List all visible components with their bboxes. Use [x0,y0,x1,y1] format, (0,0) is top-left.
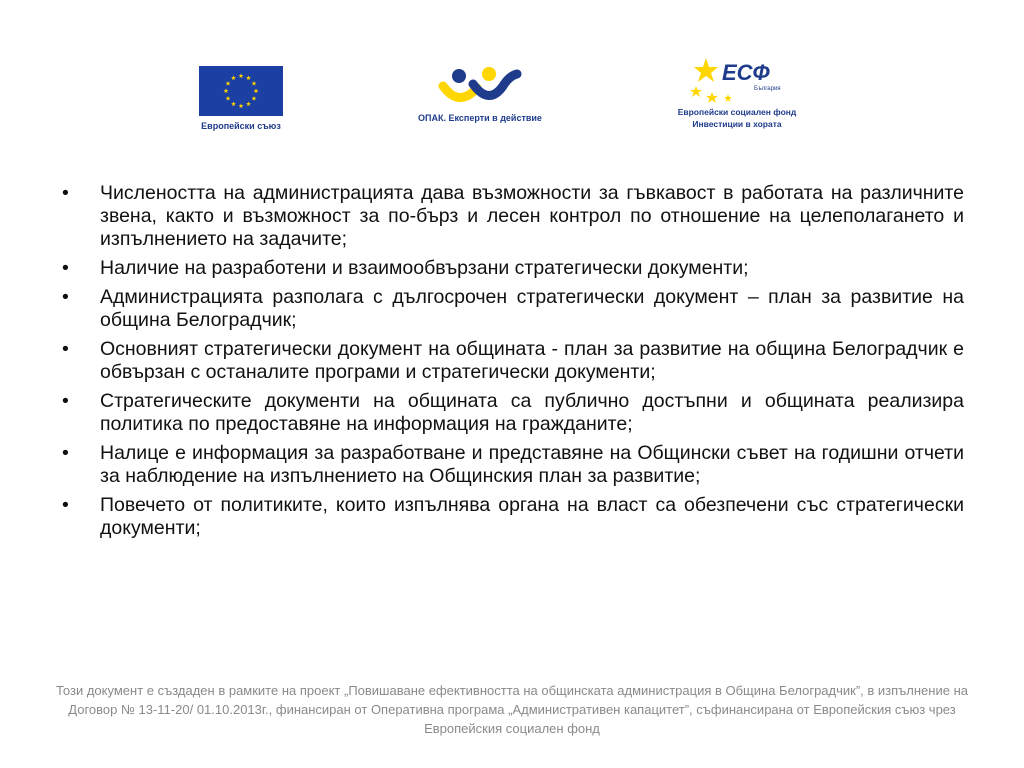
list-item [62,182,964,251]
bullet-icon: • [62,286,69,308]
list-item [62,494,964,540]
eu-flag-icon [199,66,283,116]
list-item [62,338,964,384]
esf-logo [662,56,812,130]
bullet-icon: • [62,257,69,279]
list-item-text: Администрацията разполага с дългосрочен стратегически документ – план за развитие на община Белоградчик; [100,286,964,331]
list-item [62,442,964,488]
bullet-icon: • [62,390,69,412]
opak-logo-caption: ОПАК. Експерти в действие [418,113,542,123]
list-item-text: Повечето от политиките, които изпълнява органа на власт са обезпечени със стратегически документи; [100,494,964,539]
bullet-icon: • [62,494,69,516]
list-item-text: Основният стратегически документ на общината - план за развитие на община Белоградчик е обвързан с останалите програми и стратегически документи; [100,338,964,383]
opak-logo [405,64,555,123]
esf-sub: България [754,86,781,92]
list-item-text: Числеността на администрацията дава възможности за гъвкавост в работата на различните звена, както и възможност за по-бърз и лесен контрол по отношение на целеполагането и изпълнението на задачите; [100,182,964,250]
bullet-list [62,182,964,540]
list-item [62,286,964,332]
main-content [62,182,964,546]
eu-logo [196,66,286,131]
bullet-icon: • [62,182,69,204]
list-item [62,390,964,436]
esf-caption-line1: Европейски социален фонд [677,107,797,117]
list-item-text: Налице е информация за разработване и представяне на Общински съвет на годишни отчети за наблюдение на изпълнението на Общинския план за развитие; [100,442,964,487]
footer-note: Този документ е създаден в рамките на проект „Повишаване ефективността на общинската администрация в Община Белоградчик”, в изпълнение на Договор № 13-11-20/ 01.10.2013г., финансиран от Оперативна програма „Административен капацитет”, съфинансирана от Европейския съюз чрез Европейския социален фонд [56,683,968,736]
esf-caption-line2: Инвестиции в хората [692,119,782,129]
bullet-icon: • [62,442,69,464]
esf-wordmark: ЕСФ [722,60,770,85]
bullet-icon: • [62,338,69,360]
list-item [62,257,964,280]
esf-emblem-icon [682,56,792,106]
list-item-text: Стратегическите документи на общината са публично достъпни и общината реализира политика по предоставяне на информация на гражданите; [100,390,964,435]
opak-people-icon [437,64,523,110]
list-item-text: Наличие на разработени и взаимообвързани стратегически документи; [100,257,749,279]
eu-logo-caption: Европейски съюз [201,121,281,131]
